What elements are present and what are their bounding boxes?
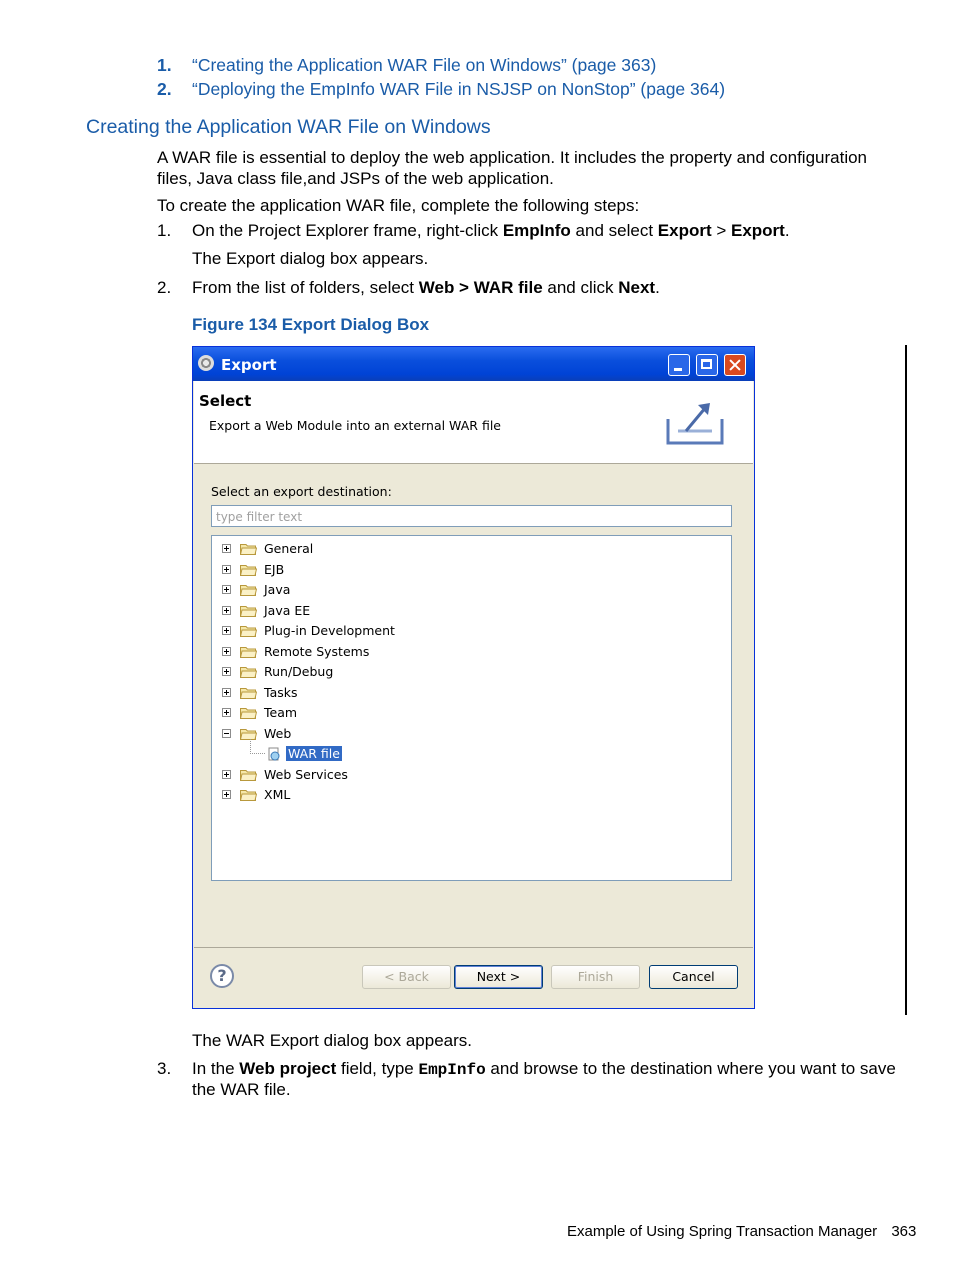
step-text: In the Web project field, type EmpInfo and browse to the destination where you want to save (192, 1059, 896, 1079)
step-3 (157, 1058, 917, 1102)
expand-icon[interactable] (222, 544, 231, 553)
gear-icon (198, 355, 214, 371)
folder-icon (240, 728, 257, 740)
expand-icon[interactable] (222, 606, 231, 615)
filter-input[interactable] (212, 507, 731, 527)
folder-icon (240, 605, 257, 617)
expand-icon[interactable] (222, 626, 231, 635)
tree-item-label: Run/Debug (264, 664, 334, 679)
expand-icon[interactable] (222, 770, 231, 779)
next-button[interactable]: Next > (454, 965, 543, 989)
tree-item-label: Web Services (264, 766, 348, 782)
step-number: 2. (157, 278, 172, 297)
page-number: 363 (891, 1223, 917, 1240)
collapse-icon[interactable] (222, 729, 231, 738)
back-button[interactable]: < Back (362, 965, 451, 989)
folder-icon (240, 666, 257, 678)
step-text-line2: the WAR file. (192, 1080, 291, 1099)
expand-icon[interactable] (222, 565, 231, 574)
dest-label: Select an export destination: (211, 484, 392, 499)
toc-item-2[interactable] (157, 79, 857, 101)
tree-item-label: XML (264, 787, 291, 802)
tree-item-label: EJB (264, 561, 285, 577)
step-number: 3. (157, 1059, 172, 1078)
tree-item-label: Web (264, 725, 292, 741)
folder-icon (240, 707, 257, 719)
step-1-result: The Export dialog box appears. (192, 249, 429, 268)
folder-icon (240, 769, 257, 781)
change-bar (905, 345, 907, 1015)
tree-connector (250, 739, 265, 754)
step-number: 1. (157, 221, 172, 240)
cancel-button[interactable]: Cancel (649, 965, 738, 989)
section-heading: Creating the Application WAR File on Windows (86, 116, 491, 138)
footer (567, 1223, 916, 1240)
toc-number: 1. (157, 55, 172, 75)
toc-link[interactable]: “Deploying the EmpInfo WAR File in NSJSP on NonStop” (page 364) (192, 79, 726, 99)
folder-icon (240, 564, 257, 576)
folder-icon (240, 646, 257, 658)
help-icon[interactable]: ? (210, 964, 234, 988)
folder-icon (240, 789, 257, 801)
toc-item-1[interactable] (157, 55, 857, 77)
finish-button[interactable]: Finish (551, 965, 640, 989)
expand-icon[interactable] (222, 647, 231, 656)
destination-tree[interactable] (211, 535, 732, 881)
export-icon (664, 397, 726, 449)
figure-caption: Figure 134 Export Dialog Box (192, 315, 430, 334)
step-text: On the Project Explorer frame, right-click EmpInfo and select Export > Export. (192, 221, 790, 240)
tree-item-label: WAR file (288, 746, 340, 761)
filter-field[interactable] (211, 505, 732, 527)
tree-item-label: Java EE (264, 602, 311, 618)
tree-item-label: General (264, 541, 314, 556)
expand-icon[interactable] (222, 667, 231, 676)
tree-item-label: Tasks (264, 684, 298, 700)
header-title: Select (199, 392, 252, 410)
close-button[interactable] (724, 354, 746, 376)
intro-line: A WAR file is essential to deploy the web application. It includes the property and configuration (157, 148, 867, 167)
step-1 (157, 220, 877, 242)
intro-paragraph (157, 147, 867, 189)
dialog-title: Export (221, 356, 277, 374)
button-separator (194, 947, 753, 948)
step-text: From the list of folders, select Web > WAR file and click Next. (192, 278, 660, 297)
folder-icon (240, 687, 257, 699)
tree-item-label: Plug-in Development (264, 623, 395, 638)
tree-item-label: Remote Systems (264, 643, 370, 659)
tree-item-label: Team (264, 705, 298, 720)
expand-icon[interactable] (222, 585, 231, 594)
expand-icon[interactable] (222, 790, 231, 799)
dialog-header (194, 381, 753, 464)
dialog-titlebar[interactable] (193, 347, 754, 381)
folder-icon (240, 625, 257, 637)
minimize-button[interactable] (668, 354, 690, 376)
tree-item-label: Java (264, 582, 291, 597)
expand-icon[interactable] (222, 708, 231, 717)
step-2 (157, 277, 877, 299)
maximize-button[interactable] (696, 354, 718, 376)
steps-intro: To create the application WAR file, complete the following steps: (157, 196, 640, 215)
folder-icon (240, 543, 257, 555)
folder-icon (240, 584, 257, 596)
footer-title: Example of Using Spring Transaction Manager (567, 1223, 878, 1240)
war-file-icon (266, 746, 282, 762)
intro-line: files, Java class file,and JSPs of the web application. (157, 169, 554, 188)
toc-number: 2. (157, 79, 172, 99)
toc-link[interactable]: “Creating the Application WAR File on Windows” (page 363) (192, 55, 657, 75)
header-description: Export a Web Module into an external WAR file (209, 418, 501, 433)
expand-icon[interactable] (222, 688, 231, 697)
after-dialog-text: The WAR Export dialog box appears. (192, 1031, 473, 1050)
export-dialog (192, 346, 755, 1009)
